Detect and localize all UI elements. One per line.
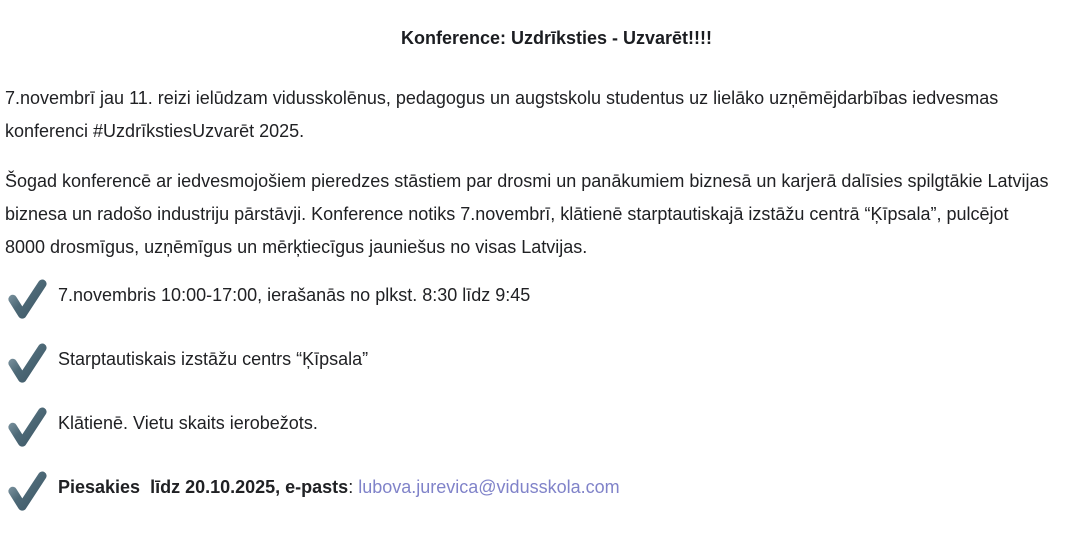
details-paragraph: Šogad konferencē ar iedvesmojošiem pieredzes stāstiem par drosmi un panākumiem biznesā un karjerā dalīsies spilgtākie Latvijas biznesa un radošo industriju pārstāvji. Konference notiks 7.novembrī, klātienē starptautiskajā izstāžu centrā “Ķīpsala”, pulcējot 8000 drosmīgus, uzņēmīgus un mērķtiecīgus jauniešus no visas Latvijas. — [5, 171, 1054, 257]
checklist-item-registration — [5, 470, 1052, 516]
email-link[interactable]: lubova.jurevica@vidusskola.com — [358, 477, 620, 497]
checklist-item-schedule — [5, 278, 1052, 324]
checklist — [5, 278, 1052, 516]
checklist-item-label: Starptautiskais izstāžu centrs “Ķīpsala” — [58, 349, 369, 369]
checklist-item-label: Klātienē. Vietu skaits ierobežots. — [58, 413, 318, 433]
checkmark-icon — [6, 278, 48, 324]
separator-text: : — [348, 477, 359, 497]
checklist-item-label: 7.novembris 10:00-17:00, ierašanās no plkst. 8:30 līdz 9:45 — [58, 285, 531, 305]
checkmark-icon — [6, 342, 48, 388]
checkmark-icon — [6, 406, 48, 452]
checkmark-icon — [6, 470, 48, 516]
page-title: Konference: Uzdrīksties - Uzvarēt!!!! — [400, 28, 713, 48]
checklist-item-label — [58, 471, 620, 504]
checklist-item-venue — [5, 342, 1052, 388]
checklist-item-attendance — [5, 406, 1052, 452]
registration-deadline-text: Piesakies līdz 20.10.2025, e-pasts — [58, 477, 349, 497]
intro-paragraph: 7.novembrī jau 11. reizi ielūdzam vidusskolēnus, pedagogus un augstskolu studentus uz lielāko uzņēmējdarbības iedvesmas konferenci #UzdrīkstiesUzvarēt 2025. — [5, 88, 1004, 141]
